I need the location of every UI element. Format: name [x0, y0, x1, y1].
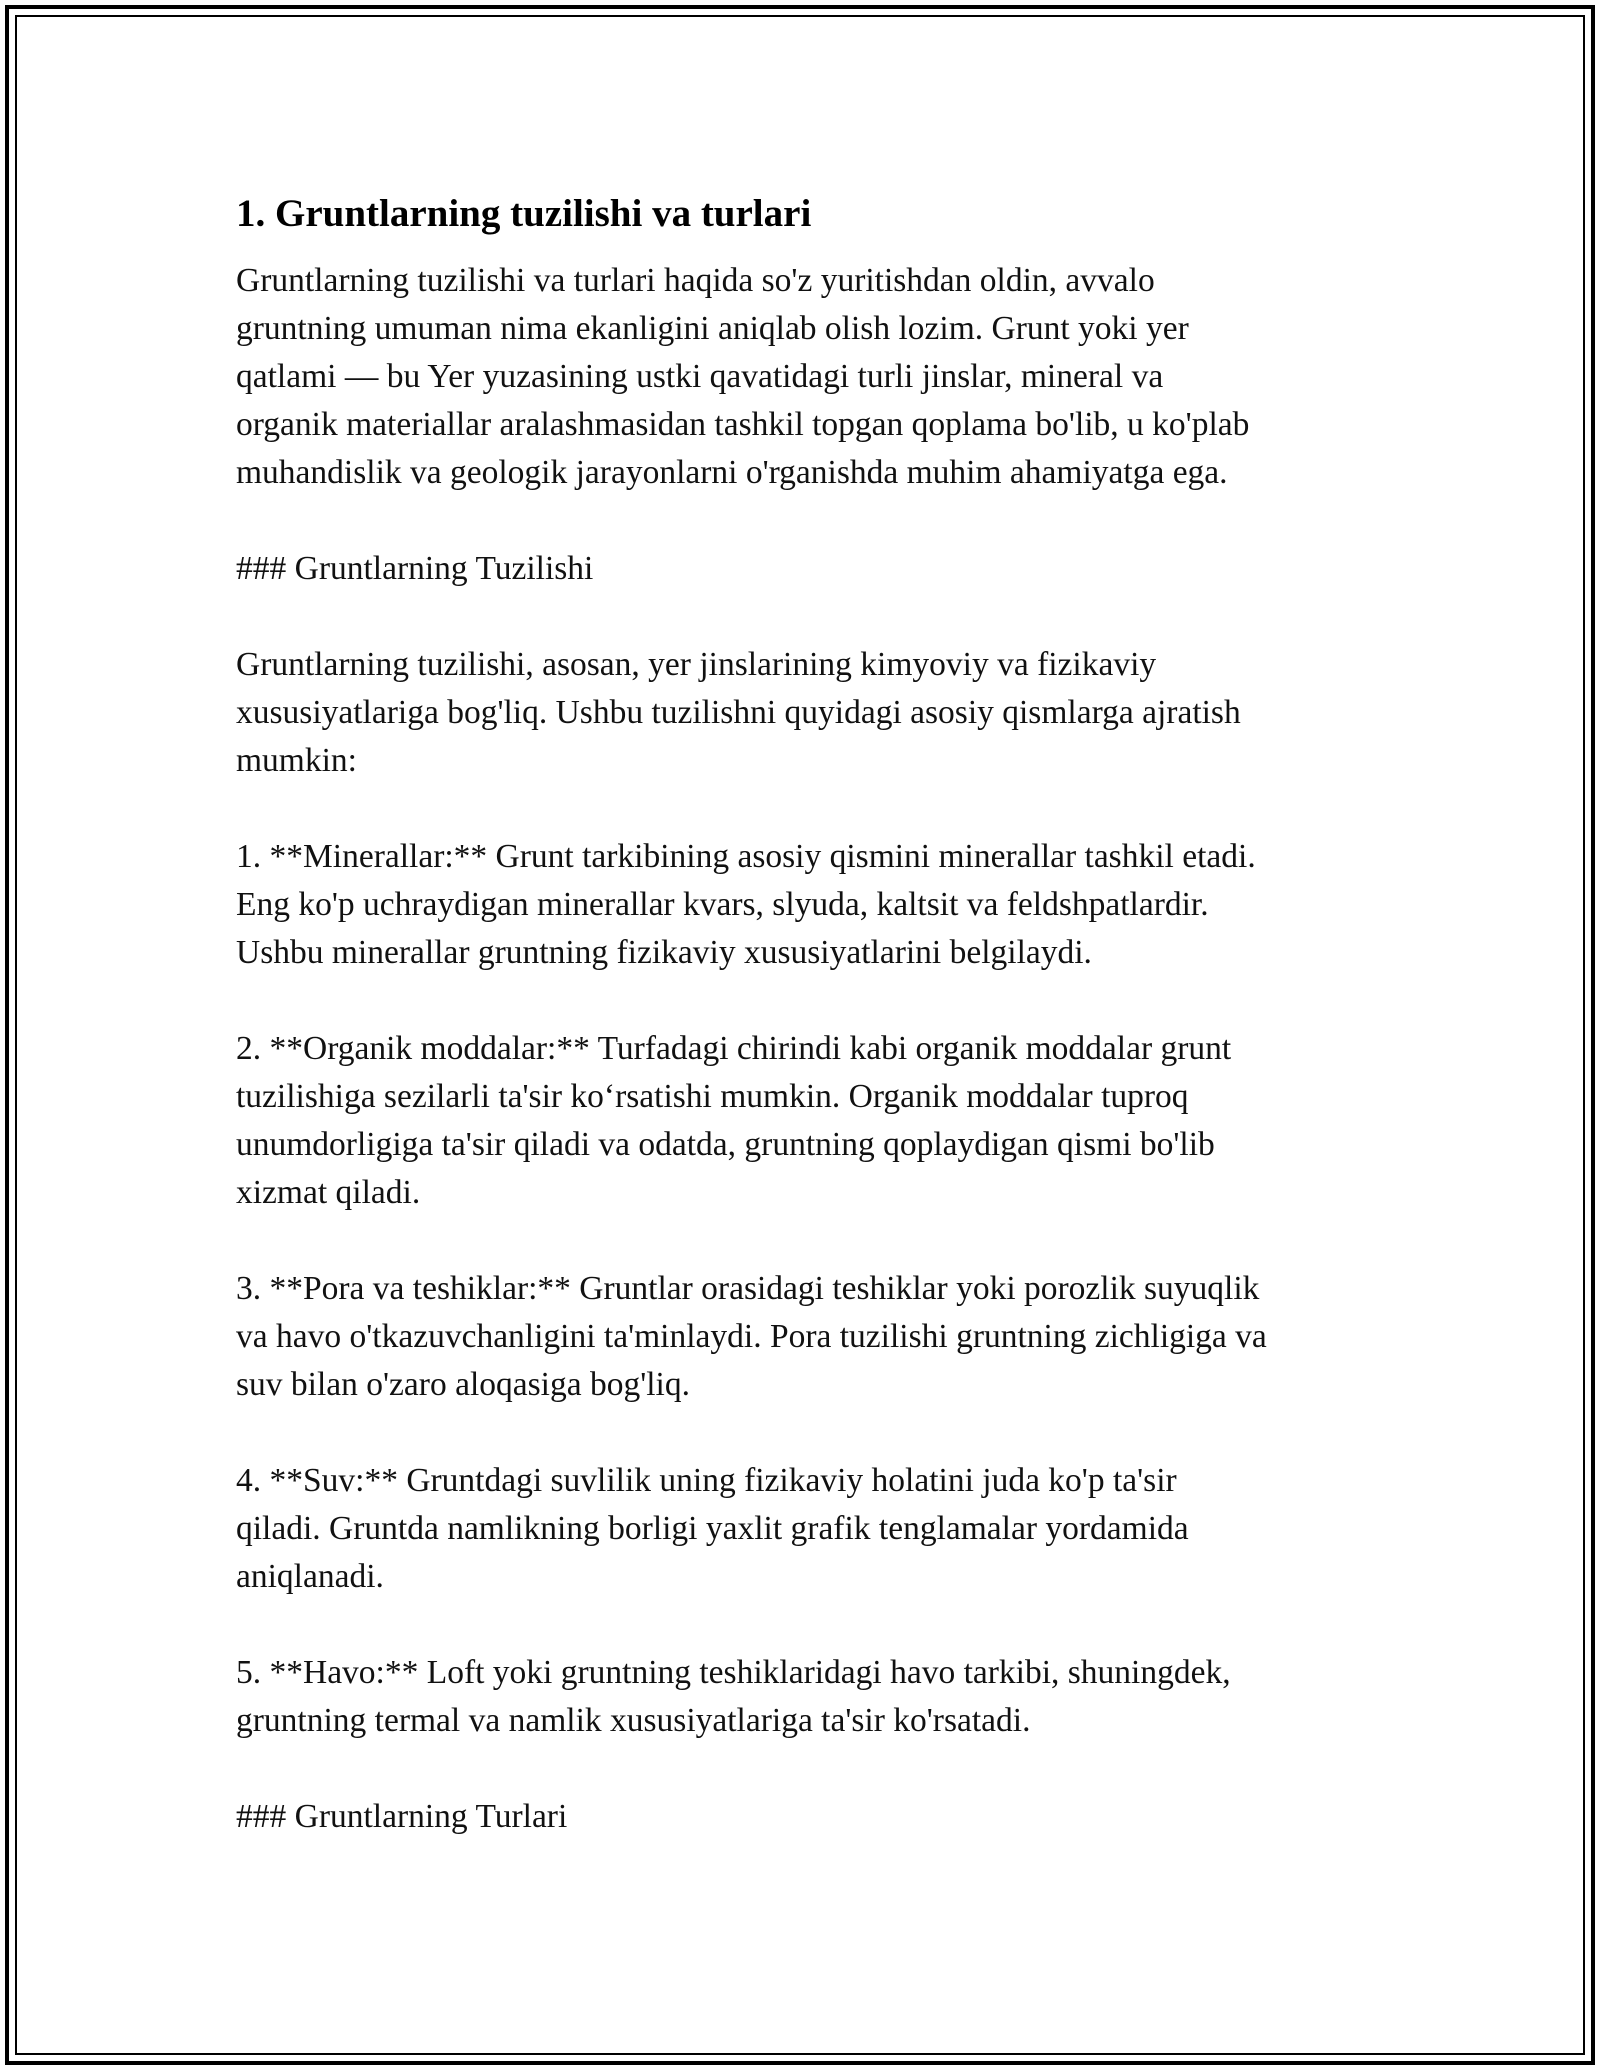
- text-line: ### Gruntlarning Turlari: [236, 1798, 568, 1835]
- list-item-havo: [236, 1649, 1376, 1745]
- text-line: 3. **Pora va teshiklar:** Gruntlar orasidagi teshiklar yoki porozlik suyuqlik: [236, 1270, 1260, 1307]
- text-line: Eng ko'p uchraydigan minerallar kvars, slyuda, kaltsit va feldshpatlardir.: [236, 886, 1209, 923]
- text-line: unumdorligiga ta'sir qiladi va odatda, gruntning qoplaydigan qismi bo'lib: [236, 1126, 1215, 1163]
- text-line: aniqlanadi.: [236, 1558, 384, 1595]
- section-heading-tuzilishi: [236, 545, 1376, 593]
- text-line: 5. **Havo:** Loft yoki gruntning teshiklaridagi havo tarkibi, shuningdek,: [236, 1654, 1231, 1691]
- text-line: muhandislik va geologik jarayonlarni o'rganishda muhim ahamiyatga ega.: [236, 454, 1228, 491]
- section-heading-turlari: [236, 1793, 1376, 1841]
- text-line: qatlami — bu Yer yuzasining ustki qavatidagi turli jinslar, mineral va: [236, 358, 1164, 395]
- text-line: 1. **Minerallar:** Grunt tarkibining asosiy qismini minerallar tashkil etadi.: [236, 838, 1256, 875]
- list-item-minerallar: [236, 833, 1376, 977]
- text-line: Ushbu minerallar gruntning fizikaviy xususiyatlarini belgilaydi.: [236, 934, 1092, 971]
- text-line: va havo o'tkazuvchanligini ta'minlaydi. Pora tuzilishi gruntning zichligiga va: [236, 1318, 1267, 1355]
- text-line: mumkin:: [236, 742, 357, 779]
- text-line: Gruntlarning tuzilishi, asosan, yer jinslarining kimyoviy va fizikaviy: [236, 646, 1157, 683]
- text-line: gruntning umuman nima ekanligini aniqlab olish lozim. Grunt yoki yer: [236, 310, 1189, 347]
- list-item-pora-va-teshiklar: [236, 1265, 1376, 1409]
- paragraph-intro: [236, 257, 1376, 497]
- text-line: suv bilan o'zaro aloqasiga bog'liq.: [236, 1366, 690, 1403]
- text-line: ### Gruntlarning Tuzilishi: [236, 550, 594, 587]
- list-item-suv: [236, 1457, 1376, 1601]
- text-line: xizmat qiladi.: [236, 1174, 421, 1211]
- document-title: 1. Gruntlarning tuzilishi va turlari: [236, 192, 812, 235]
- document-body: [236, 185, 1376, 1889]
- text-line: gruntning termal va namlik xususiyatlariga ta'sir ko'rsatadi.: [236, 1702, 1031, 1739]
- text-line: xususiyatlariga bog'liq. Ushbu tuzilishni quyidagi asosiy qismlarga ajratish: [236, 694, 1241, 731]
- text-line: 2. **Organik moddalar:** Turfadagi chirindi kabi organik moddalar grunt: [236, 1030, 1232, 1067]
- text-line: qiladi. Gruntda namlikning borligi yaxlit grafik tenglamalar yordamida: [236, 1510, 1189, 1547]
- paragraph-structure-intro: [236, 641, 1376, 785]
- text-line: organik materiallar aralashmasidan tashkil topgan qoplama bo'lib, u ko'plab: [236, 406, 1250, 443]
- list-item-organik-moddalar: [236, 1025, 1376, 1217]
- text-line: tuzilishiga sezilarli ta'sir ko‘rsatishi mumkin. Organik moddalar tuproq: [236, 1078, 1189, 1115]
- text-line: 4. **Suv:** Gruntdagi suvlilik uning fizikaviy holatini juda ko'p ta'sir: [236, 1462, 1177, 1499]
- text-line: Gruntlarning tuzilishi va turlari haqida so'z yuritishdan oldin, avvalo: [236, 262, 1155, 299]
